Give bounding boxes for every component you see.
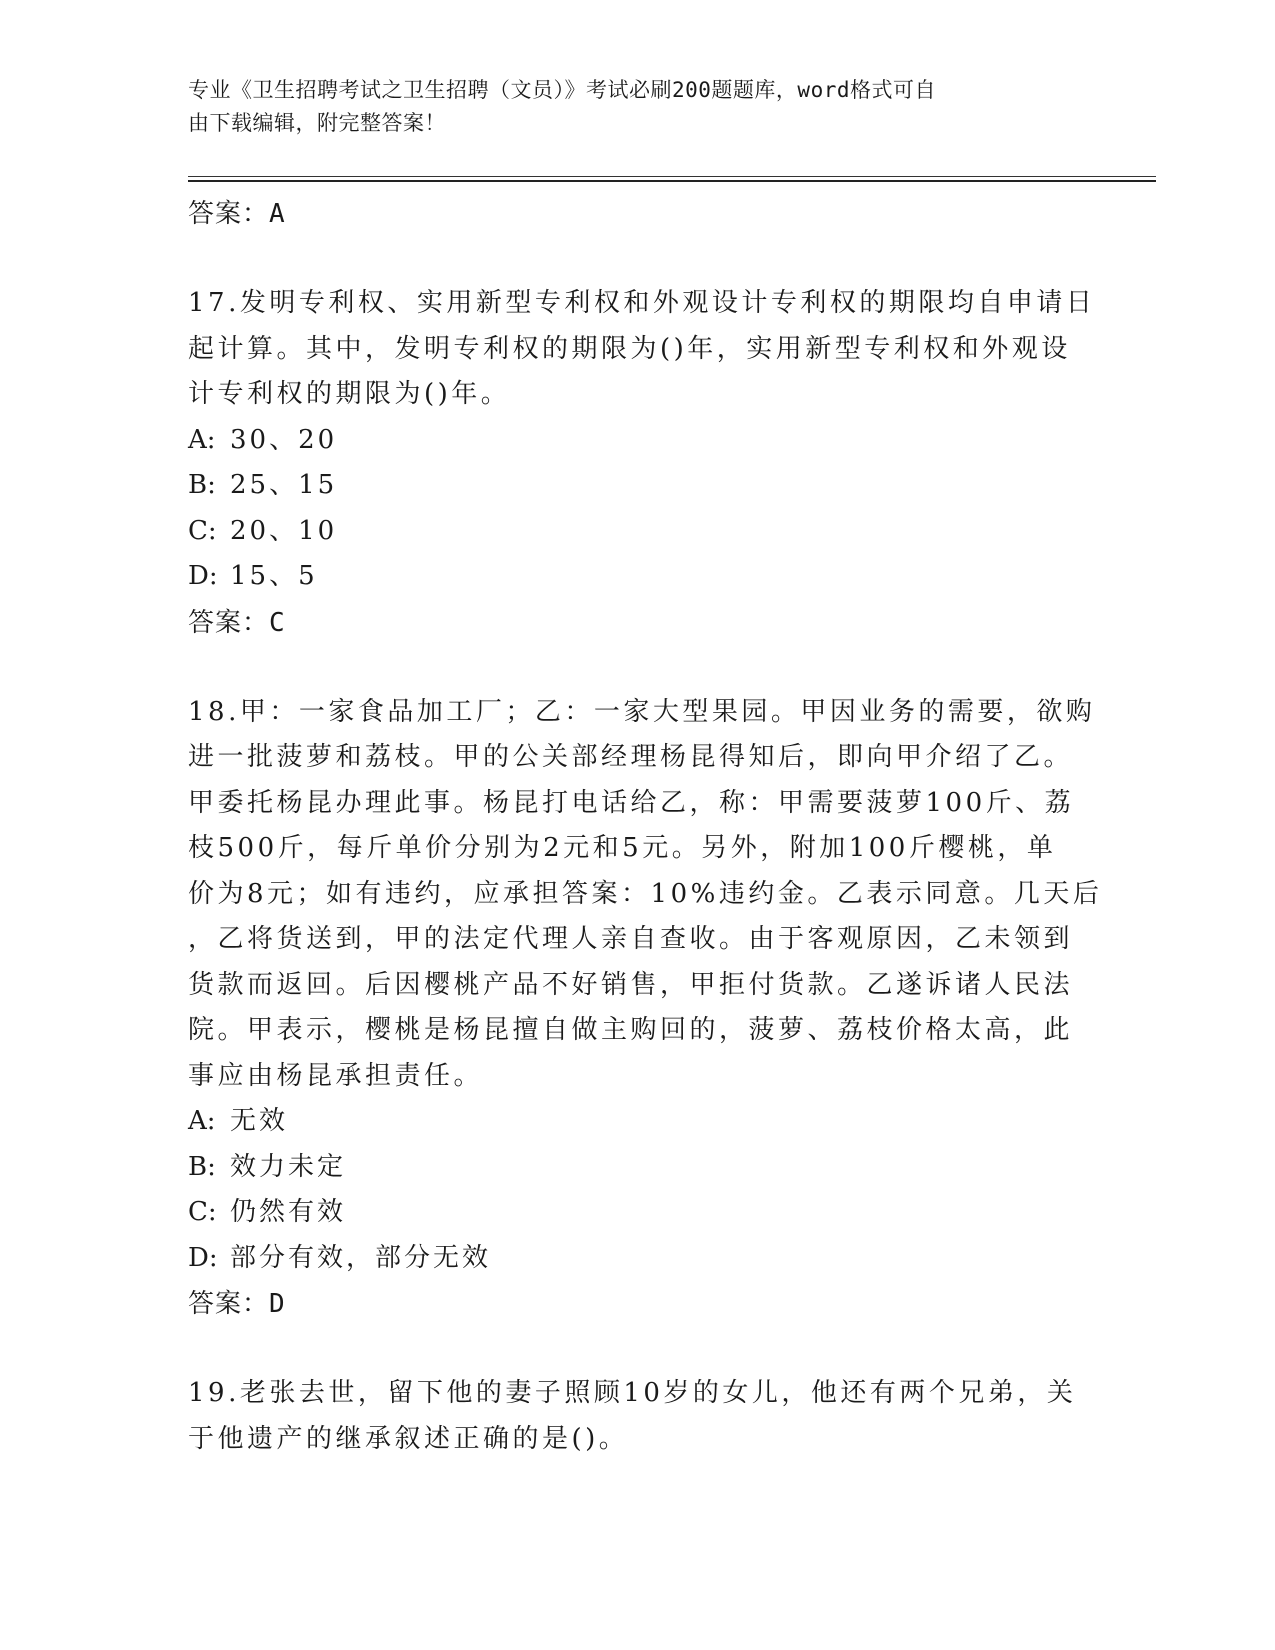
option-key: D: [188,561,218,591]
document-header [188,74,1068,140]
header-divider-thick [188,180,1156,182]
option-d [188,1236,1088,1282]
option-c [188,1190,1088,1236]
question-line: 进一批菠萝和荔枝。甲的公关部经理杨昆得知后，即向甲介绍了乙。 [188,742,1074,772]
option-text: 20、10 [230,515,338,546]
option-text: 仍然有效 [230,1197,347,1227]
question-text [188,1371,1088,1462]
answer-line [188,600,1088,646]
question-line: 货款而返回。后因樱桃产品不好销售，甲拒付货款。乙遂诉诸人民法 [188,969,1074,1000]
option-d [188,554,1088,600]
question-line: 枝500斤，每斤单价分别为2元和5元。另外，附加100斤樱桃，单 [188,833,1057,863]
question-line: 院。甲表示，樱桃是杨昆擅自做主购回的，菠萝、荔枝价格太高，此 [188,1015,1074,1045]
option-key: D: [188,1242,218,1273]
option-a [188,418,1088,464]
answer-label: 答案： [188,1289,270,1319]
option-text: 25、15 [230,470,338,500]
question-line: 17.发明专利权、实用新型专利权和外观设计专利权的期限均自申请日 [188,288,1096,318]
question-block [188,690,1103,1328]
question-line: 18.甲：一家食品加工厂；乙：一家大型果园。甲因业务的需要，欲购 [188,696,1096,727]
answer-value: C [269,607,286,638]
option-b [188,1145,1088,1191]
option-key: C: [188,1197,217,1227]
option-c [188,509,1088,555]
spacer [188,1327,1088,1371]
document-body [188,191,1103,1462]
question-text [188,281,1096,418]
option-text: 15、5 [230,561,318,591]
option-b [188,463,1088,509]
option-text: 无效 [230,1106,289,1136]
spacer [188,237,1088,281]
header-line: 由下载编辑，附完整答案！ [188,111,446,135]
option-key: B: [188,470,216,500]
option-a [188,1099,1088,1145]
answer-line [188,1281,1088,1327]
option-key: B: [188,1151,216,1182]
question-line: 甲委托杨昆办理此事。杨昆打电话给乙，称：甲需要菠萝100斤、荔 [188,787,1075,818]
question-block [188,281,1096,646]
option-key: A: [188,1106,216,1136]
question-line: ，乙将货送到，甲的法定代理人亲自查收。由于客观原因，乙未领到 [188,924,1074,954]
answer-value: D [269,1289,286,1319]
option-key: C: [188,515,217,546]
question-line: 计专利权的期限为()年。 [188,379,511,409]
answer-label: 答案： [188,607,270,638]
option-text: 30、20 [230,424,338,455]
question-line: 事应由杨昆承担责任。 [188,1060,484,1091]
header-divider-thin [188,176,1156,177]
question-text [188,690,1103,1100]
answer-label: 答案： [188,199,270,229]
spacer [188,646,1088,690]
question-line: 于他遗产的继承叙述正确的是()。 [188,1423,629,1454]
option-text: 效力未定 [230,1151,347,1182]
header-line: 专业《卫生招聘考试之卫生招聘（文员）》考试必刷200题题库，word格式可自 [188,78,936,102]
answer-line [188,191,1088,237]
answer-value: A [269,199,286,229]
option-key: A: [188,424,216,455]
option-text: 部分有效，部分无效 [230,1242,492,1273]
question-block [188,1371,1088,1462]
question-line: 价为8元；如有违约，应承担答案：10%违约金。乙表示同意。几天后 [188,878,1103,909]
question-line: 19.老张去世，留下他的妻子照顾10岁的女儿，他还有两个兄弟，关 [188,1378,1077,1408]
question-line: 起计算。其中，发明专利权的期限为()年，实用新型专利权和外观设 [188,333,1071,364]
